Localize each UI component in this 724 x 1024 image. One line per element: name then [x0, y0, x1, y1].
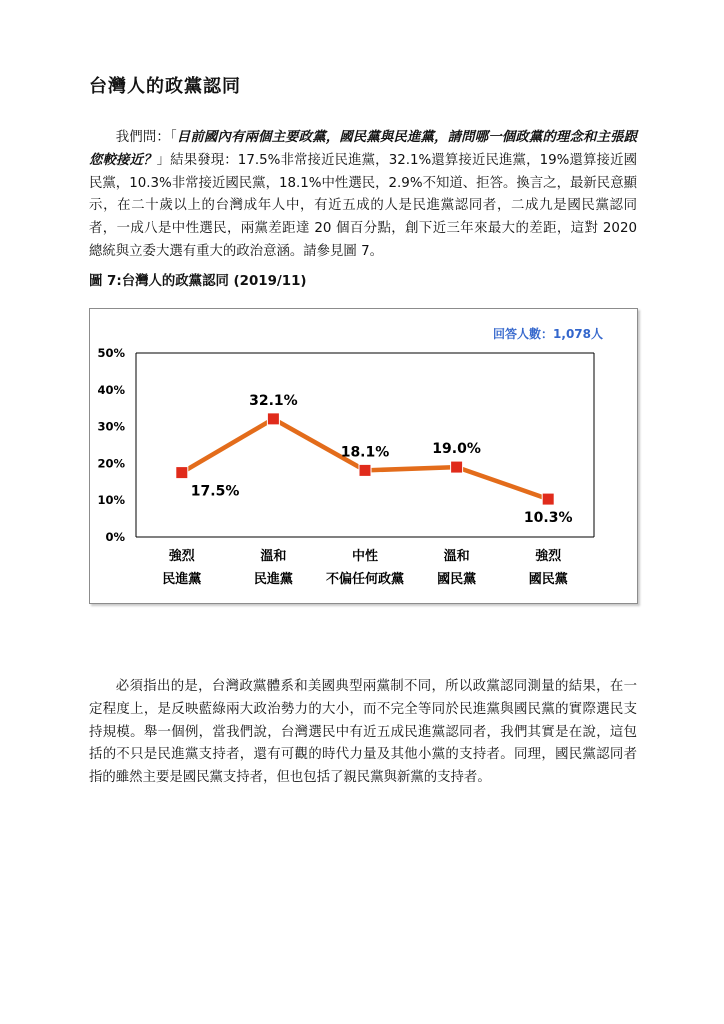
chart-frame — [89, 308, 638, 604]
data-point-marker — [176, 467, 188, 479]
data-point-marker — [542, 493, 554, 505]
page-title: 台灣人的政黨認同 — [89, 76, 241, 97]
category-label: 國民黨 — [528, 572, 568, 587]
data-label: 17.5% — [190, 483, 240, 500]
category-label: 溫和 — [260, 549, 287, 564]
y-tick-label: 50% — [97, 346, 125, 360]
respondent-count-annotation: 回答人數：1,078人 — [493, 327, 603, 341]
category-label: 強烈 — [168, 549, 195, 564]
figure-caption: 圖 7:台灣人的政黨認同 (2019/11) — [89, 274, 307, 289]
category-label: 民進黨 — [253, 572, 293, 587]
data-point-marker — [451, 461, 463, 473]
data-label: 18.1% — [340, 444, 390, 461]
y-tick-label: 20% — [97, 456, 125, 471]
data-label: 10.3% — [523, 510, 573, 527]
results-text: 」結果發現：17.5%非常接近民進黨，32.1%還算接近民進黨，19%還算接近國民黨，10.3%非常接近國民黨，18.1%中性選民，2.9%不知道、拒答。換言之，最新民意顯示，在二十歲以上的台灣成年人中，有近五成的人是民進黨認同者，二成九是國民黨認同者，一成八是中性選民，兩黨差距達 20 個百分點，創下近三年來最大的差距，這對 2020 總統與立委大選有重大的政治意涵。請參見圖 7。 — [89, 152, 637, 259]
question-prefix: 我們問：「 — [115, 130, 177, 145]
y-tick-label: 30% — [97, 419, 125, 434]
y-tick-label: 0% — [105, 530, 125, 544]
data-label: 19.0% — [432, 441, 481, 458]
closing-paragraph: 必須指出的是，台灣政黨體系和美國典型兩黨制不同，所以政黨認同測量的結果，在一定程度上，是反映藍綠兩大政治勢力的大小，而不完全等同於民進黨與國民黨的實際選民支持規模。舉一個例，當我們說，台灣選民中有近五成民進黨認同者，我們其實是在說，這包括的不只是民進黨支持者，還有可觀的時代力量及其他小黨的支持者。同理，國民黨認同者指的雖然主要是國民黨支持者，但也包括了親民黨與新黨的支持者。 — [89, 679, 637, 786]
data-label: 32.1% — [249, 392, 298, 409]
category-label: 強烈 — [535, 549, 562, 564]
y-tick-label: 10% — [97, 493, 125, 508]
party-identification-chart — [90, 309, 637, 603]
category-label: 溫和 — [443, 549, 470, 564]
intro-paragraph — [89, 127, 637, 264]
category-label: 國民黨 — [437, 572, 477, 587]
data-point-marker — [359, 464, 371, 476]
category-label: 民進黨 — [162, 572, 202, 587]
y-tick-label: 40% — [97, 382, 125, 397]
category-label: 不偏任何政黨 — [325, 572, 405, 587]
category-label: 中性 — [351, 549, 379, 564]
survey-question: 目前國內有兩個主要政黨，國民黨與民進黨，請問哪一個政黨的理念和主張跟您較接近？ — [89, 130, 637, 168]
data-point-marker — [267, 413, 279, 425]
